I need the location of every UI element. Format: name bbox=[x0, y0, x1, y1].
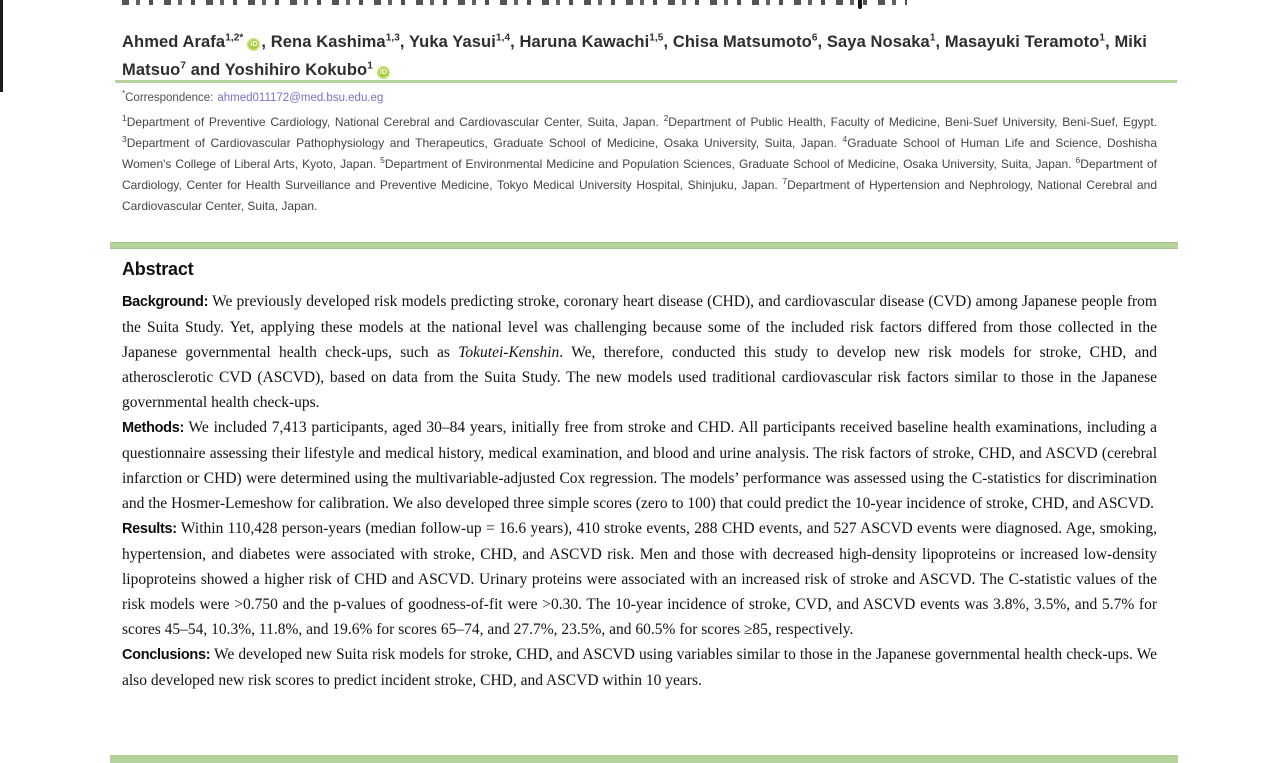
orcid-icon[interactable]: iD bbox=[377, 66, 390, 79]
author-name: Masayuki Teramoto bbox=[944, 33, 1100, 51]
correspondence-asterisk: * bbox=[122, 89, 126, 98]
author-affiliation-sup: 1,4 bbox=[495, 32, 511, 44]
author-list: Ahmed Arafa$^{1,2*}$iD , Rena Kashima$^{1,3}$, Yuka Yasui$^{1,4}$, Haruna Kawachi$^{1,5}$, Chisa Matsumoto$^6$, Saya Nosaka$^1$, Masayuki Teramoto$^1$, Miki Matsuo$^7$ and Yoshihiro Kokubo$^1$iD bbox=[122, 32, 1147, 79]
abstract-text-segment: We included 7,413 participants, aged 30–84 years, initially free from stroke and CHD. All participants received baseline health examinations, including a questionnaire assessing their lifestyle and medical history, medical examination, and blood and urine analysis. The risk factors of stroke, CHD, and ASCVD (cerebral infarction or CHD) were determined using the multivariable-adjusted Cox regression. The models’ performance was assessed using the C-statistics for discrimination and the Hosmer-Lemeshow for calibration. We also developed three simple scores (zero to 100) that could predict the 10-year incidence of stroke, CHD, and ASCVD. bbox=[122, 419, 1157, 512]
abstract-heading: Abstract bbox=[122, 259, 194, 279]
correspondence-label: Correspondence: bbox=[125, 91, 214, 104]
author-name: Ahmed Arafa bbox=[122, 33, 226, 51]
green-divider-bottom bbox=[110, 755, 1178, 763]
author-name: Rena Kashima bbox=[270, 33, 386, 51]
author-name: Chisa Matsumoto bbox=[672, 33, 812, 51]
abstract-paragraph-label: Methods: bbox=[122, 420, 185, 436]
author-affiliation-sup: 1,3 bbox=[385, 32, 400, 44]
affiliation-number: 2 bbox=[663, 113, 669, 123]
abstract-paragraph-label: Background: bbox=[122, 294, 209, 310]
author-affiliation-sup: 1 bbox=[367, 60, 373, 72]
author-affiliation-sup: 1,5 bbox=[649, 32, 664, 44]
orcid-icon[interactable]: iD bbox=[247, 38, 260, 51]
affiliation-number: 5 bbox=[380, 155, 385, 165]
page-scan-edge-artifact bbox=[0, 0, 3, 92]
author-name: Saya Nosaka bbox=[826, 33, 930, 51]
affiliation-number: 6 bbox=[1075, 155, 1081, 165]
affiliation-number: 3 bbox=[122, 134, 127, 144]
author-name: Miki Matsuo bbox=[122, 33, 1147, 79]
author-affiliation-sup: 6 bbox=[811, 32, 818, 44]
author-affiliation-sup: 1 bbox=[929, 32, 936, 44]
cropped-title-text-remnant bbox=[122, 0, 907, 5]
abstract-paragraph-results bbox=[122, 516, 1157, 642]
abstract-paragraph-background bbox=[122, 289, 1157, 415]
abstract-paragraph-label: Conclusions: bbox=[122, 647, 211, 663]
abstract-italic-term: Tokutei-Kenshin bbox=[458, 344, 560, 361]
author-affiliation-sup: 7 bbox=[180, 60, 187, 72]
affiliation-number: 1 bbox=[122, 113, 127, 123]
affiliation-number: 4 bbox=[842, 134, 848, 144]
author-name: Haruna Kawachi bbox=[519, 33, 650, 51]
abstract-paragraphs bbox=[122, 289, 1157, 693]
green-divider-top bbox=[115, 80, 1177, 83]
abstract-text-segment: . We, therefore, conducted this study to develop new risk models for stroke, CHD, and atherosclerotic CVD (ASCVD), based on data from the Suita Study. The new models used traditional cardiovascular risk factors similar to those in the Japanese governmental health check-ups. bbox=[122, 344, 1157, 411]
author-affiliation-sup: 1,2* bbox=[225, 32, 244, 44]
correspondence-email-link[interactable]: ahmed011172@med.bsu.edu.eg bbox=[217, 91, 384, 104]
green-divider-abstract bbox=[110, 242, 1178, 249]
cropped-title-letter-descender bbox=[858, 0, 862, 9]
affiliation-number: 7 bbox=[782, 176, 788, 186]
abstract-text-segment: We developed new Suita risk models for stroke, CHD, and ASCVD using variables similar to those in the Japanese governmental health check-ups. We also developed new risk scores to predict incident stroke, CHD, and ASCVD within 10 years. bbox=[122, 646, 1157, 689]
abstract-paragraph-methods bbox=[122, 415, 1157, 516]
abstract-paragraph-label: Results: bbox=[122, 521, 177, 537]
affiliations: $^1$Department of Preventive Cardiology, National Cerebral and Cardiovascular Center, Suita, Japan. $^2$Department of Public Health, Faculty of Medicine, Beni-Suef University, Beni-Suef, Egypt. $^3$Department of Cardiovascular Pathophysiology and Therapeutics, Graduate School of Medicine, Osaka University, Suita, Japan. $^4$Graduate School of Human Life and Science, Doshisha Women's College of Liberal Arts, Kyoto, Japan. $^5$Department of Environmental Medicine and Population Sciences, Graduate School of Medicine, Osaka University, Suita, Japan. $^6$Department of Cardiology, Center for Health Surveillance and Preventive Medicine, Tokyo Medical University Hospital, Shinjuku, Japan. $^7$Department of Hypertension and Nephrology, National Cerebral and Cardiovascular Center, Suita, Japan. bbox=[122, 113, 1158, 213]
author-name: Yuka Yasui bbox=[408, 33, 496, 51]
abstract-paragraph-conclusions bbox=[122, 642, 1157, 693]
abstract-text-segment: Within 110,428 person-years (median follow-up = 16.6 years), 410 stroke events, 288 CHD events, and 527 ASCVD events were diagnosed. Age, smoking, hypertension, and diabetes were associated with stroke, CHD, and ASCVD risk. Men and those with decreased high-density lipoproteins or increased low-density lipoproteins showed a higher risk of CHD and ASCVD. Urinary proteins were associated with an increased risk of stroke and ASCVD. The C-statistic values of the risk models were >0.750 and the p-values of goodness-of-fit were >0.30. The 10-year incidence of stroke, CVD, and ASCVD events was 3.8%, 3.5%, and 5.7% for scores 45–54, 10.3%, 11.8%, and 19.6% for scores 65–74, and 27.7%, 23.5%, and 60.5% for scores ≥85, respectively. bbox=[122, 520, 1157, 638]
author-name: Yoshihiro Kokubo bbox=[224, 61, 368, 79]
author-affiliation-sup: 1 bbox=[1099, 32, 1106, 44]
abstract-text-segment: We previously developed risk models predicting stroke, coronary heart disease (CHD), and cardiovascular disease (CVD) among Japanese people from the Suita Study. Yet, applying these models at the national level was challenging because some of the included risk factors differed from those collected in the Japanese governmental health check-ups, such as bbox=[122, 293, 1157, 361]
correspondence-line bbox=[122, 89, 1157, 104]
